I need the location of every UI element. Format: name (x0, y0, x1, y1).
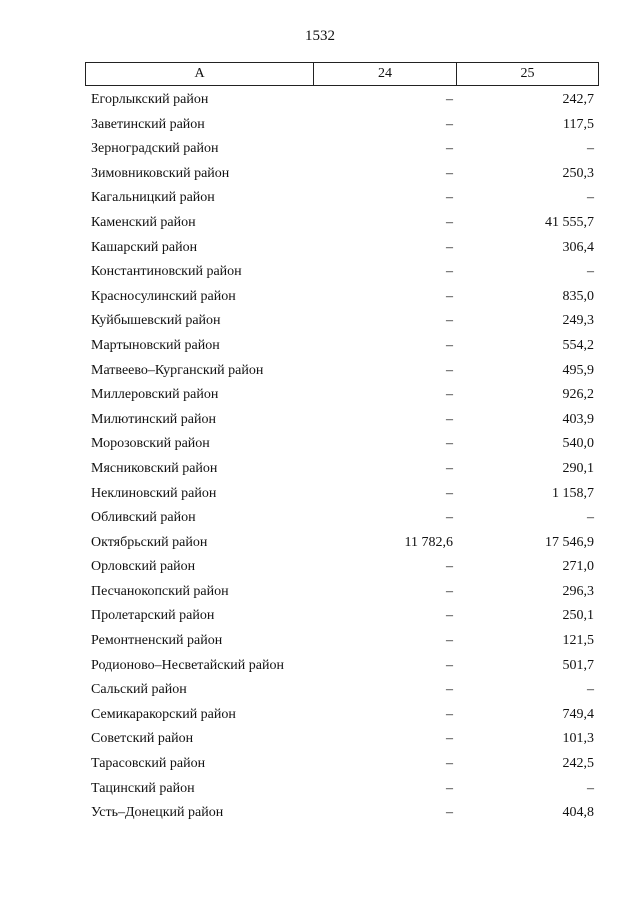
table-row (85, 309, 599, 334)
district-name: Егорлыкский район (91, 92, 209, 107)
value-col-25: 501,7 (562, 657, 594, 673)
value-col-24: – (446, 657, 453, 673)
district-name: Семикаракорский район (91, 706, 236, 722)
district-name: Кагальницкий район (91, 190, 215, 206)
value-col-25: – (587, 510, 594, 526)
value-col-24: – (446, 337, 453, 353)
value-col-24: – (446, 141, 453, 157)
district-name: Каменский район (91, 214, 196, 230)
district-name: Миллеровский район (91, 387, 219, 403)
district-name: Кашарский район (91, 239, 198, 255)
value-col-25: 306,4 (562, 239, 594, 255)
value-col-24: 11 782,6 (404, 534, 453, 550)
value-col-24: – (446, 485, 453, 501)
district-name: Сальский район (91, 682, 187, 698)
page-number: 1532 (305, 28, 335, 44)
table-row (85, 801, 599, 826)
value-col-24: – (446, 756, 453, 772)
value-col-25: 117,5 (563, 116, 594, 132)
value-col-25: 242,7 (562, 92, 594, 107)
district-name: Милютинский район (91, 411, 217, 427)
district-name: Зимовниковский район (91, 165, 230, 181)
value-col-24: – (446, 780, 453, 796)
value-col-24: – (446, 805, 453, 821)
district-name: Октябрьский район (91, 534, 208, 550)
table-row (85, 334, 599, 359)
table-row (85, 629, 599, 654)
district-name: Тацинский район (91, 780, 195, 796)
value-col-25: 290,1 (562, 460, 594, 476)
value-col-25: 249,3 (562, 313, 594, 329)
value-col-24: – (446, 239, 453, 255)
value-col-25: 17 546,9 (545, 534, 594, 550)
table-row (85, 727, 599, 752)
table-row (85, 137, 599, 162)
value-col-25: – (587, 190, 594, 206)
table-row (85, 383, 599, 408)
value-col-25: 749,4 (562, 706, 594, 722)
table-row (85, 211, 599, 236)
district-name: Обливский район (91, 510, 196, 526)
value-col-24: – (446, 460, 453, 476)
value-col-24: – (446, 510, 453, 526)
district-name: Тарасовский район (91, 756, 206, 772)
value-col-25: – (587, 780, 594, 796)
value-col-25: 250,1 (562, 608, 594, 624)
value-col-24: – (446, 559, 453, 575)
value-col-25: 250,3 (562, 165, 594, 181)
table-row (85, 260, 599, 285)
value-col-25: 242,5 (562, 756, 594, 772)
district-name: Советский район (91, 731, 194, 747)
value-col-24: – (446, 731, 453, 747)
value-col-24: – (446, 190, 453, 206)
value-col-25: 554,2 (562, 337, 594, 353)
district-name: Константиновский район (91, 264, 242, 280)
header-col-25: 25 (520, 66, 535, 81)
table-row (85, 531, 599, 556)
table-row (85, 236, 599, 261)
value-col-25: 121,5 (562, 633, 594, 649)
value-col-24: – (446, 682, 453, 698)
value-col-24: – (446, 165, 453, 181)
table-row (85, 678, 599, 703)
value-col-25: 495,9 (562, 362, 594, 378)
district-name: Морозовский район (91, 436, 210, 452)
district-name: Усть–Донецкий район (91, 805, 224, 821)
district-name: Мартыновский район (91, 337, 220, 353)
value-col-25: 540,0 (562, 436, 594, 452)
table-row (85, 482, 599, 507)
value-col-25: 296,3 (562, 583, 594, 599)
table-row (85, 88, 599, 113)
value-col-25: 41 555,7 (545, 214, 594, 230)
value-col-25: 271,0 (562, 559, 594, 575)
value-col-25: 835,0 (562, 288, 594, 304)
district-name: Зерноградский район (91, 141, 219, 157)
table-row (85, 113, 599, 138)
table-row (85, 359, 599, 384)
district-name: Неклиновский район (91, 485, 217, 501)
value-col-25: – (587, 264, 594, 280)
value-col-24: – (446, 706, 453, 722)
district-name: Родионово–Несветайский район (91, 657, 284, 673)
value-col-24: – (446, 214, 453, 230)
district-name: Красносулинский район (91, 288, 236, 304)
value-col-25: 404,8 (562, 805, 594, 821)
table-row (85, 186, 599, 211)
table-row (85, 703, 599, 728)
district-name: Мясниковский район (91, 460, 218, 476)
value-col-24: – (446, 264, 453, 280)
table-row (85, 432, 599, 457)
value-col-24: – (446, 362, 453, 378)
table-row (85, 580, 599, 605)
value-col-24: – (446, 608, 453, 624)
table-row (85, 752, 599, 777)
value-col-25: – (587, 141, 594, 157)
value-col-24: – (446, 92, 453, 107)
value-col-24: – (446, 288, 453, 304)
value-col-24: – (446, 387, 453, 403)
value-col-24: – (446, 313, 453, 329)
header-col-a: А (86, 63, 314, 85)
value-col-25: – (587, 682, 594, 698)
table-row (85, 457, 599, 482)
table-row (85, 408, 599, 433)
district-name: Куйбышевский район (91, 313, 221, 329)
value-col-24: – (446, 116, 453, 132)
table-row (85, 285, 599, 310)
table-row (85, 654, 599, 679)
district-name: Песчанокопский район (91, 583, 229, 599)
value-col-25: 101,3 (562, 731, 594, 747)
value-col-25: 403,9 (562, 411, 594, 427)
district-name: Матвеево–Курганский район (91, 362, 264, 378)
district-name: Пролетарский район (91, 608, 215, 624)
district-name: Ремонтненский район (91, 633, 223, 649)
table-row (85, 506, 599, 531)
district-name: Заветинский район (91, 116, 205, 132)
table-header (85, 62, 599, 86)
table-body (85, 88, 599, 826)
table-row (85, 162, 599, 187)
value-col-25: 1 158,7 (552, 485, 594, 501)
table-row (85, 555, 599, 580)
table-row (85, 604, 599, 629)
value-col-24: – (446, 583, 453, 599)
district-name: Орловский район (91, 559, 196, 575)
value-col-25: 926,2 (562, 387, 594, 403)
header-col-24: 24 (314, 63, 457, 85)
value-col-24: – (446, 411, 453, 427)
table-row (85, 777, 599, 802)
value-col-24: – (446, 633, 453, 649)
value-col-24: – (446, 436, 453, 452)
